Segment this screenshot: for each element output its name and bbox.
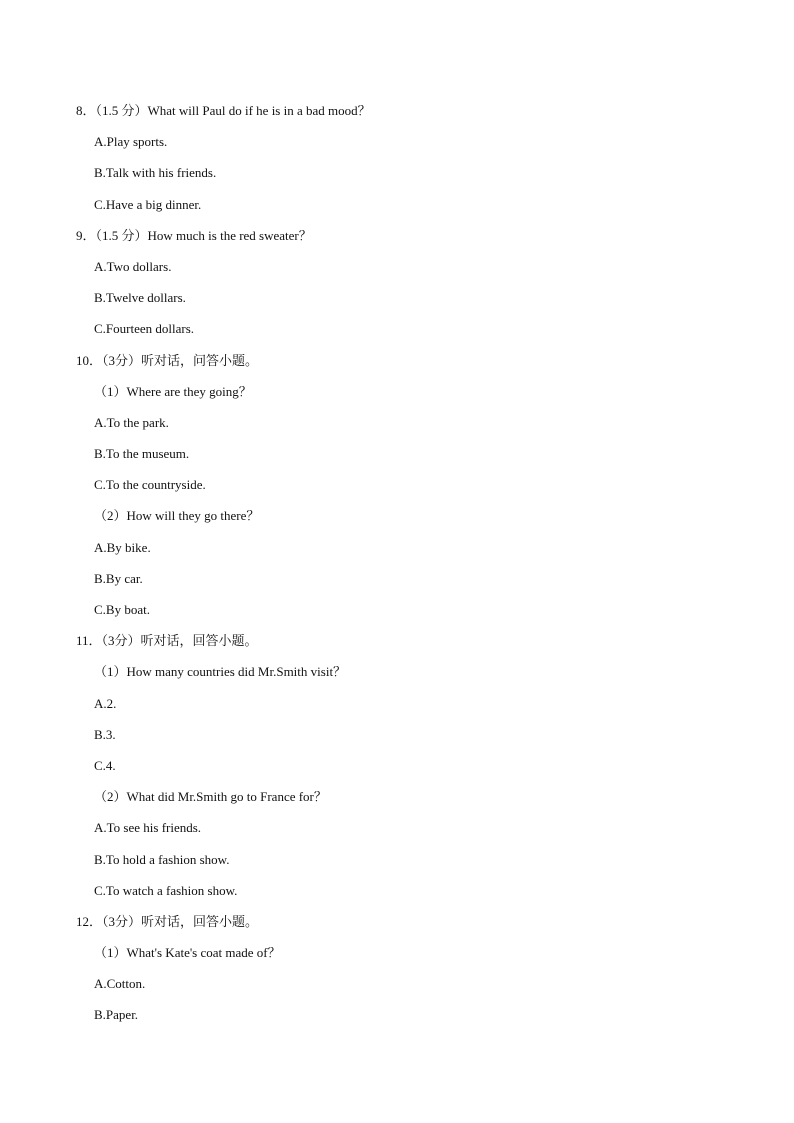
option-b: B.To the museum. bbox=[94, 446, 190, 462]
option-a: A.Two dollars. bbox=[94, 258, 172, 274]
sub-question-stem: （2）What did Mr.Smith go to France for？ bbox=[94, 789, 327, 805]
option-b: B.Paper. bbox=[94, 1007, 139, 1023]
option-a: A.By bike. bbox=[94, 539, 151, 555]
sub-question-stem: （1）What's Kate's coat made of？ bbox=[94, 945, 281, 961]
sub-question-stem: （1）How many countries did Mr.Smith visit？ bbox=[94, 664, 347, 680]
question-stem: 8．（1.5 分）What will Paul do if he is in a bad mood？ bbox=[76, 103, 371, 118]
option-a: A.To the park. bbox=[94, 414, 169, 430]
option-c: C.4. bbox=[94, 757, 116, 773]
option-c: C.To watch a fashion show. bbox=[94, 882, 238, 898]
question-stem: 12．（3分）听对话，回答小题。 bbox=[76, 913, 259, 929]
option-b: B.To hold a fashion show. bbox=[94, 851, 230, 867]
option-c: C.To the countryside. bbox=[94, 477, 206, 493]
option-a: A.2. bbox=[94, 695, 117, 711]
question-stem: 10．（3分）听对话，问答小题。 bbox=[76, 352, 259, 368]
option-c: C.Fourteen dollars. bbox=[94, 321, 195, 337]
option-a: A.Play sports. bbox=[94, 134, 168, 150]
sub-question-stem: （1）Where are they going？ bbox=[94, 383, 252, 399]
option-b: B.Twelve dollars. bbox=[94, 290, 186, 306]
option-b: B.3. bbox=[94, 726, 116, 742]
option-a: A.Cotton. bbox=[94, 976, 146, 992]
question-stem: 9．（1.5 分）How much is the red sweater？ bbox=[76, 227, 312, 243]
question-list bbox=[0, 99, 794, 1035]
option-a: A.To see his friends. bbox=[94, 820, 202, 836]
option-c: C.Have a big dinner. bbox=[94, 196, 202, 212]
option-c: C.By boat. bbox=[94, 602, 150, 617]
option-b: B.Talk with his friends. bbox=[94, 165, 217, 181]
option-b: B.By car. bbox=[94, 570, 143, 586]
question-stem: 11．（3分）听对话，回答小题。 bbox=[76, 633, 258, 649]
sub-question-stem: （2）How will they go there？ bbox=[94, 508, 260, 524]
